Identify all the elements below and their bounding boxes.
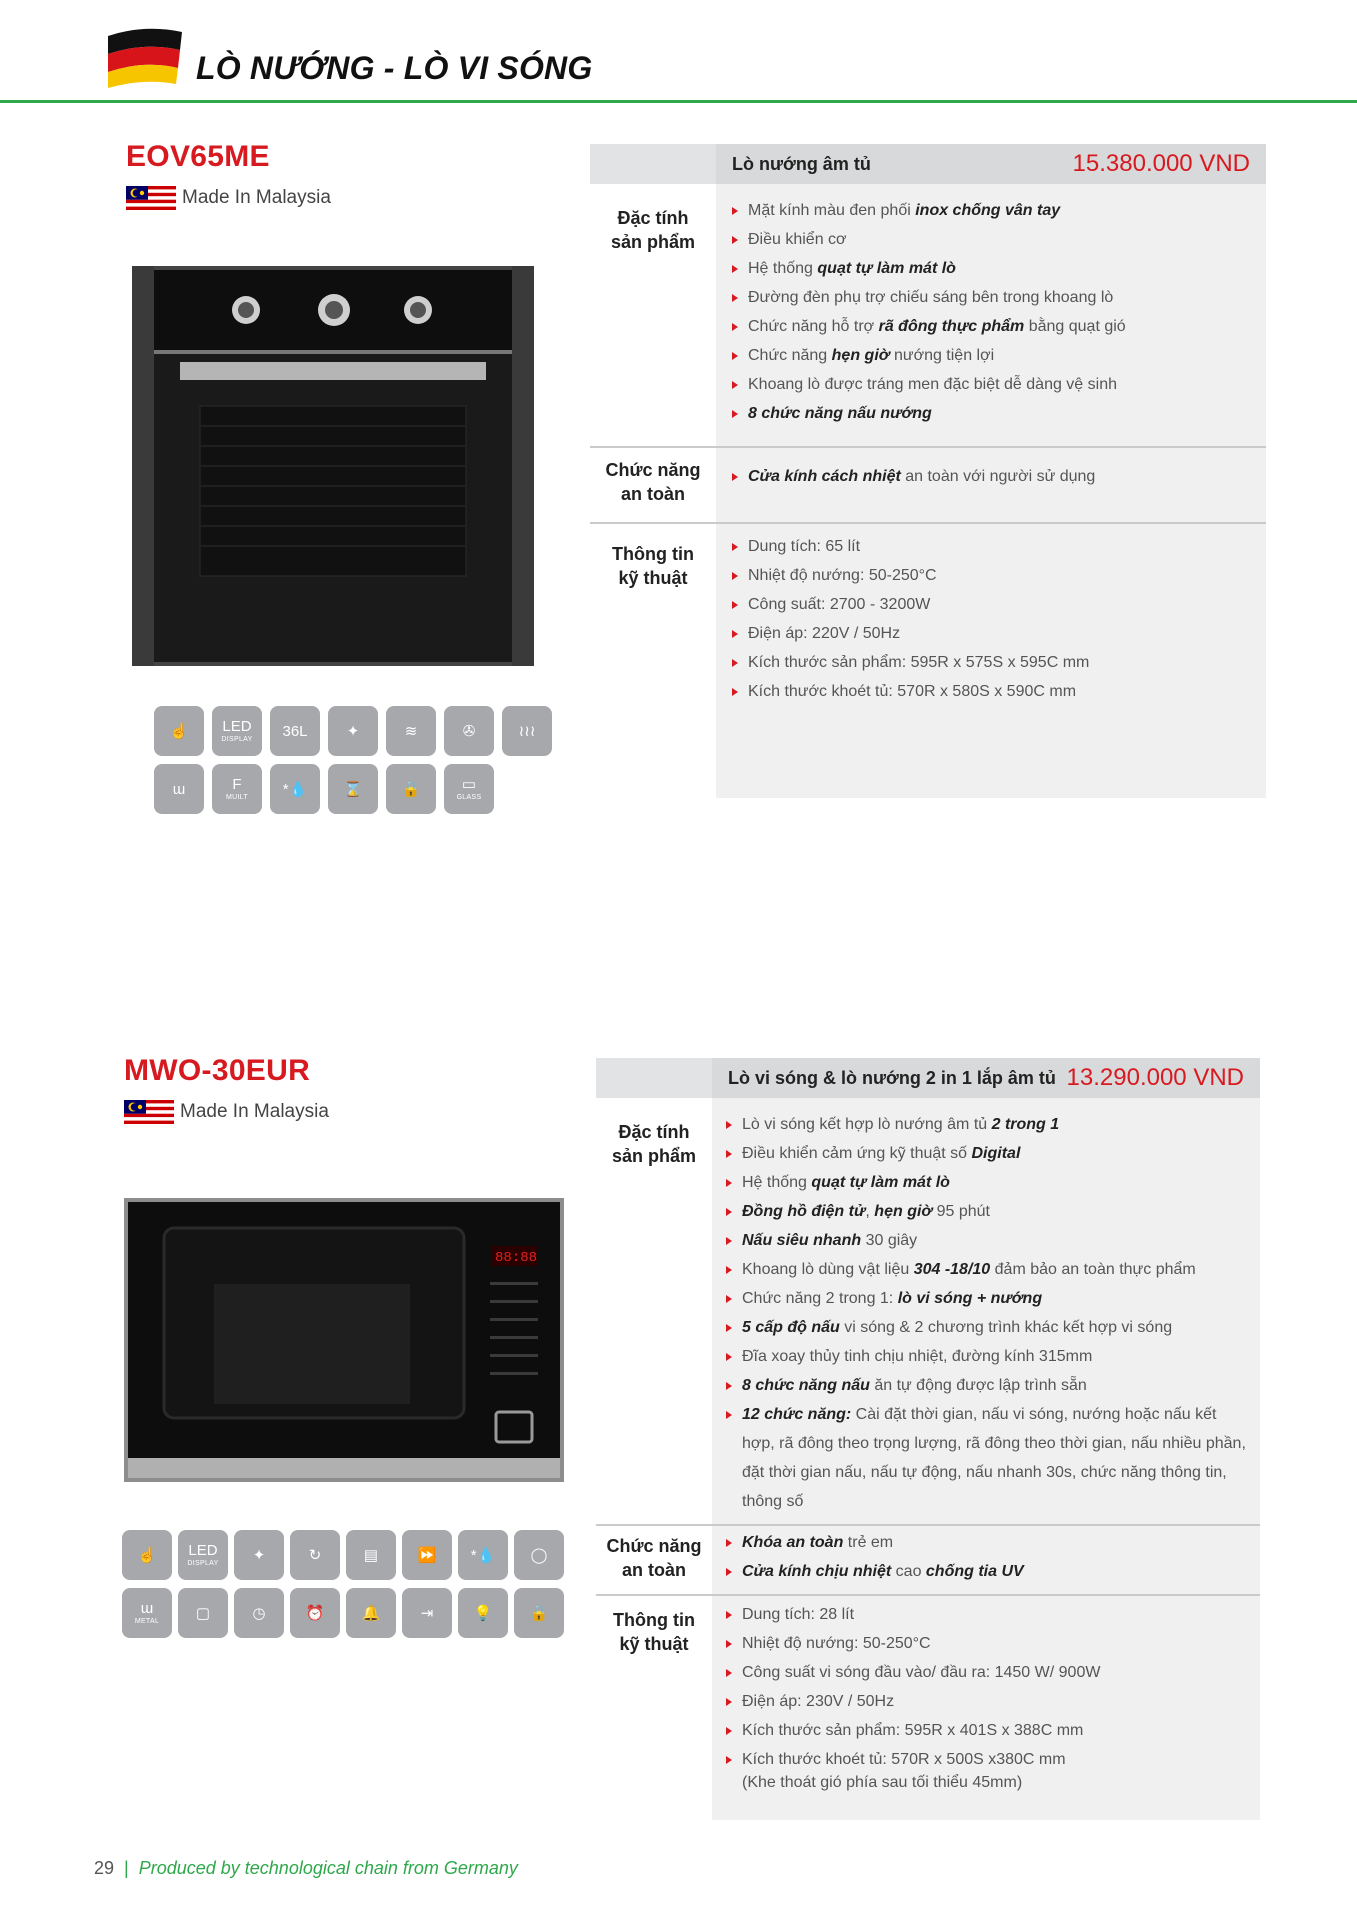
features-item: Điều khiển cơ (732, 225, 1252, 254)
safety-list (732, 462, 1252, 491)
footer-separator: | (124, 1858, 129, 1878)
safety-item: Khóa an toàn trẻ em (726, 1528, 1248, 1557)
germany-flag-icon (104, 26, 186, 88)
oven-product-image (132, 266, 534, 666)
led-display-icon: LED DISPLAY (212, 706, 262, 756)
specs-item: Nhiệt độ nướng: 50-250°C (732, 561, 1252, 590)
specs-item: Dung tích: 65 lít (732, 532, 1252, 561)
feature-icon-grid (122, 1530, 564, 1638)
origin-label: Made In Malaysia (182, 187, 331, 208)
features-item: Chức năng 2 trong 1: lò vi sóng + nướng (726, 1284, 1248, 1313)
features-list (726, 1110, 1248, 1516)
timer-icon: ⌛ (328, 764, 378, 814)
bottom-heat-icon: ɯ (154, 764, 204, 814)
feature-icon-grid (154, 706, 552, 814)
header-divider (0, 100, 1357, 103)
page-header (0, 0, 1357, 104)
alarm-clock-icon: ⏰ (290, 1588, 340, 1638)
end-signal-icon: ⇥ (402, 1588, 452, 1638)
microwave-product-image (124, 1198, 564, 1482)
features-title: Đặc tính sản phẩm (610, 208, 696, 252)
row-divider (590, 446, 1266, 448)
capacity-icon: 36L (270, 706, 320, 756)
safety-title: Chức năng an toàn (606, 1536, 702, 1580)
row-divider (590, 522, 1266, 524)
heat-icon: ≀≀≀ (502, 706, 552, 756)
spec-header-cell (712, 1058, 1260, 1098)
features-item: 8 chức năng nấu nướng (732, 399, 1252, 428)
features-item: Lò vi sóng kết hợp lò nướng âm tủ 2 trong 1 (726, 1110, 1248, 1139)
features-item: Chức năng hỗ trợ rã đông thực phẩm bằng quạt gió (732, 312, 1252, 341)
turntable-icon: ◯ (514, 1530, 564, 1580)
product-origin (124, 1100, 329, 1124)
svg-text:88:88: 88:88 (495, 1250, 538, 1266)
features-item: Mặt kính màu đen phối inox chống vân tay (732, 196, 1252, 225)
spec-table (596, 1058, 1260, 1820)
spec-header-cell (716, 144, 1266, 184)
specs-item: Kích thước sản phẩm: 595R x 575S x 595C mm (732, 648, 1252, 677)
specs-item: Công suất vi sóng đầu vào/ đầu ra: 1450 W/ 900W (726, 1658, 1248, 1687)
spec-table (590, 144, 1266, 798)
specs-note: (Khe thoát gió phía sau tối thiểu 45mm) (742, 1774, 1023, 1791)
light-icon: ✦ (234, 1530, 284, 1580)
specs-item: Nhiệt độ nướng: 50-250°C (726, 1629, 1248, 1658)
defrost-icon: *💧 (270, 764, 320, 814)
features-item: Khoang lò dùng vật liệu 304 -18/10 đảm bảo an toàn thực phẩm (726, 1255, 1248, 1284)
features-list (732, 196, 1252, 428)
specs-title: Thông tin kỹ thuật (613, 1610, 695, 1654)
malaysia-flag-icon (126, 186, 176, 210)
origin-label: Made In Malaysia (180, 1101, 329, 1122)
product-origin (126, 186, 331, 210)
features-item: Khoang lò được tráng men đặc biệt dễ dàng vệ sinh (732, 370, 1252, 399)
metal-cavity-icon: ɯ METAL (122, 1588, 172, 1638)
multi-function-icon: F MUILT (212, 764, 262, 814)
specs-item: Công suất: 2700 - 3200W (732, 590, 1252, 619)
quick-start-icon: ⏩ (402, 1530, 452, 1580)
page-number: 29 (94, 1858, 115, 1878)
steam-icon: ≋ (386, 706, 436, 756)
safety-item: Cửa kính cách nhiệt an toàn với người sử dụng (732, 462, 1252, 491)
features-item: 8 chức năng nấu ăn tự động được lập trình sẵn (726, 1371, 1248, 1400)
safety-title: Chức năng an toàn (605, 460, 701, 504)
defrost-icon: *💧 (458, 1530, 508, 1580)
features-item: Đĩa xoay thủy tinh chịu nhiệt, đường kính 315mm (726, 1342, 1248, 1371)
row-divider (596, 1594, 1260, 1596)
clock-icon: ◷ (234, 1588, 284, 1638)
specs-title: Thông tin kỹ thuật (612, 544, 694, 588)
glass-icon: ▭ GLASS (444, 764, 494, 814)
features-item: Nấu siêu nhanh 30 giây (726, 1226, 1248, 1255)
page-title: LÒ NƯỚNG - LÒ VI SÓNG (196, 50, 593, 86)
page-footer (94, 1858, 518, 1879)
footer-tagline: Produced by technological chain from Germany (138, 1858, 518, 1878)
specs-item: Kích thước sản phẩm: 595R x 401S x 388C mm (726, 1716, 1248, 1745)
features-item: Hệ thống quạt tự làm mát lò (726, 1168, 1248, 1197)
specs-item: Điện áp: 220V / 50Hz (732, 619, 1252, 648)
product-price: 13.290.000 VND (1066, 1064, 1244, 1091)
touch-icon: ☝ (122, 1530, 172, 1580)
product-model: EOV65ME (126, 140, 270, 173)
grill-icon: ▤ (346, 1530, 396, 1580)
product-price: 15.380.000 VND (1072, 150, 1250, 177)
auto-cook-icon: ↻ (290, 1530, 340, 1580)
light-icon: ✦ (328, 706, 378, 756)
row-divider (596, 1524, 1260, 1526)
specs-list (732, 532, 1252, 706)
lamp-icon: 💡 (458, 1588, 508, 1638)
touch-icon: ☝ (154, 706, 204, 756)
features-item: 12 chức năng: Cài đặt thời gian, nấu vi sóng, nướng hoặc nấu kết hợp, rã đông theo trọng lượng, rã đông theo thời gian, nấu nhiều phần, đặt thời gian nấu, nấu tự động, nấu nhanh 30s, chức năng thông tin, thông số (726, 1400, 1248, 1516)
features-item: 5 cấp độ nấu vi sóng & 2 chương trình khác kết hợp vi sóng (726, 1313, 1248, 1342)
specs-list (726, 1600, 1248, 1774)
features-item: Hệ thống quạt tự làm mát lò (732, 254, 1252, 283)
specs-item: Dung tích: 28 lít (726, 1600, 1248, 1629)
led-display-icon: LED DISPLAY (178, 1530, 228, 1580)
specs-item: Điện áp: 230V / 50Hz (726, 1687, 1248, 1716)
specs-item: Kích thước khoét tủ: 570R x 580S x 590C mm (732, 677, 1252, 706)
safety-list (726, 1528, 1248, 1586)
features-item: Đồng hồ điện tử, hẹn giờ 95 phút (726, 1197, 1248, 1226)
features-item: Chức năng hẹn giờ nướng tiện lợi (732, 341, 1252, 370)
display-icon: ▢ (178, 1588, 228, 1638)
product-category: Lò vi sóng & lò nướng 2 in 1 lắp âm tủ (728, 1067, 1056, 1088)
features-item: Điều khiển cảm ứng kỹ thuật số Digital (726, 1139, 1248, 1168)
fan-icon: ✇ (444, 706, 494, 756)
product-category: Lò nướng âm tủ (732, 153, 871, 174)
malaysia-flag-icon (124, 1100, 174, 1124)
child-lock-icon: 🔒 (386, 764, 436, 814)
features-item: Đường đèn phụ trợ chiếu sáng bên trong khoang lò (732, 283, 1252, 312)
safety-item: Cửa kính chịu nhiệt cao chống tia UV (726, 1557, 1248, 1586)
bell-icon: 🔔 (346, 1588, 396, 1638)
product-model: MWO-30EUR (124, 1054, 311, 1087)
child-lock-icon: 🔒 (514, 1588, 564, 1638)
features-title: Đặc tính sản phẩm (611, 1122, 697, 1166)
specs-item: Kích thước khoét tủ: 570R x 500S x380C mm (726, 1745, 1248, 1774)
